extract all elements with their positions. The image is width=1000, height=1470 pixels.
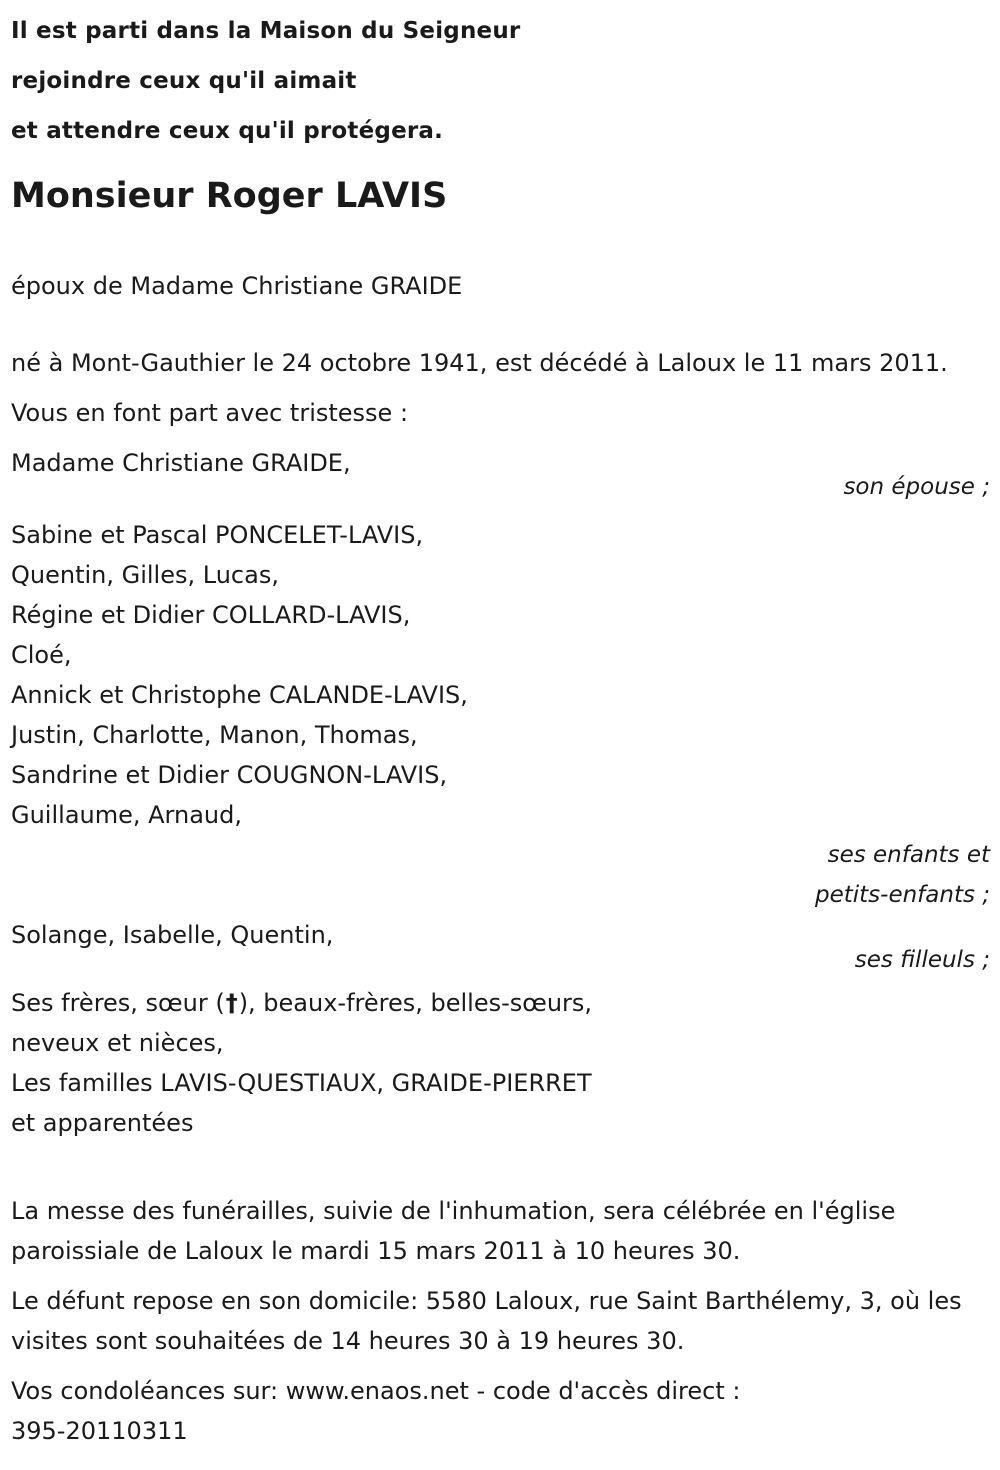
siblings-text-end: ), beaux-frères, belles-sœurs,: [238, 989, 593, 1017]
cross-icon: †: [225, 989, 238, 1017]
list-item: neveux et nièces,: [11, 1029, 224, 1057]
spouse-line: époux de Madame Christiane GRAIDE: [11, 272, 463, 300]
godchildren-group: [11, 915, 990, 980]
funeral-info: La messe des funérailles, suivie de l'inhumation, sera célébrée en l'église paroissiale de Laloux le mardi 15 mars 2011 à 10 heures 30.: [11, 1197, 896, 1265]
siblings-line: [11, 983, 990, 1023]
epigraph-line-1: Il est parti dans la Maison du Seigneur: [11, 18, 521, 44]
spouse-name: Madame Christiane GRAIDE,: [11, 449, 351, 477]
list-item: et apparentées: [11, 1109, 194, 1137]
epigraph-line-2: rejoindre ceux qu'il aimait: [11, 68, 357, 94]
list-item: Sabine et Pascal PONCELET-LAVIS,: [11, 521, 424, 549]
deceased-name: Monsieur Roger LAVIS: [11, 176, 448, 216]
spouse-relation: son épouse ;: [843, 474, 990, 500]
announcement: Vous en font part avec tristesse :: [11, 399, 409, 427]
list-item: Les familles LAVIS-QUESTIAUX, GRAIDE-PIERRET: [11, 1069, 592, 1097]
list-item: Justin, Charlotte, Manon, Thomas,: [11, 721, 418, 749]
godchildren-relation: ses filleuls ;: [854, 947, 990, 973]
birth-death-line: né à Mont-Gauthier le 24 octobre 1941, est décédé à Laloux le 11 mars 2011.: [11, 349, 948, 377]
godchildren-names: Solange, Isabelle, Quentin,: [11, 921, 334, 949]
list-item: Cloé,: [11, 641, 72, 669]
domicile-info: Le défunt repose en son domicile: 5580 Laloux, rue Saint Barthélemy, 3, où les visites sont souhaitées de 14 heures 30 à 19 heures 30.: [11, 1287, 962, 1355]
spouse-group: [11, 443, 990, 507]
siblings-text-start: Ses frères, sœur (: [11, 989, 225, 1017]
list-item: Régine et Didier COLLARD-LAVIS,: [11, 601, 411, 629]
condolences-info: [11, 1371, 990, 1451]
children-group: [11, 515, 990, 915]
list-item: Guillaume, Arnaud,: [11, 801, 242, 829]
epigraph: [11, 0, 990, 156]
children-relation-line-2: petits-enfants ;: [814, 882, 990, 908]
epigraph-line-3: et attendre ceux qu'il protégera.: [11, 118, 444, 144]
children-relation-line-1: ses enfants et: [827, 842, 990, 868]
extended-family-group: [11, 983, 990, 1143]
list-item: Sandrine et Didier COUGNON-LAVIS,: [11, 761, 448, 789]
condolences-line-1: Vos condoléances sur: www.enaos.net - code d'accès direct :: [11, 1377, 741, 1405]
list-item: Quentin, Gilles, Lucas,: [11, 561, 279, 589]
condolences-code: 395-20110311: [11, 1417, 188, 1445]
list-item: Annick et Christophe CALANDE-LAVIS,: [11, 681, 468, 709]
